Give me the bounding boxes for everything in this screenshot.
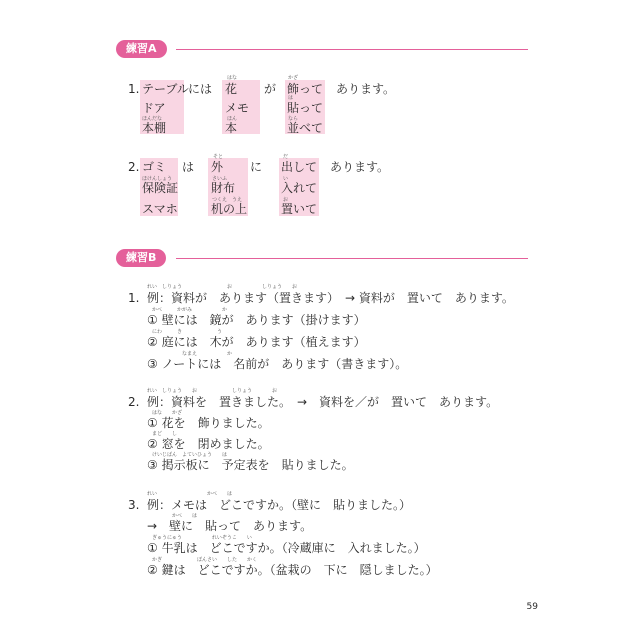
ruby: だ: [283, 154, 289, 160]
example-sentence: 例：資料を 置きました。 → 資料を／が 置いて あります。: [147, 395, 499, 409]
ruby: かべ は: [172, 513, 198, 519]
example-sentence: 例：メモは どこですか。（壁に 貼りました。）: [147, 498, 412, 512]
item-sentence: ① 壁には 鏡が あります（掛けます）: [147, 313, 366, 327]
item-sentence: ① 牛乳は どこですか。（冷蔵庫に 入れました。）: [147, 541, 426, 555]
word: 置いて: [281, 202, 318, 216]
ruby: ほんだな: [142, 116, 163, 122]
item-sentence: ② 庭には 木が あります（植えます）: [147, 335, 366, 349]
particle: は: [182, 160, 195, 174]
item-sentence: ③ ノートには 名前が あります（書きます）。: [147, 357, 408, 371]
ex-number: 1.: [128, 291, 140, 305]
ex-number: 3.: [128, 498, 140, 512]
section-a-header: [116, 40, 528, 58]
word: 本棚: [142, 121, 167, 135]
page-number: 59: [526, 602, 538, 612]
ruby: なまえ か: [152, 351, 233, 357]
section-a-rule: [176, 49, 528, 50]
word: ドア: [142, 101, 166, 115]
item-sentence: ① 花を 飾りました。: [147, 416, 270, 430]
ruby: れい しりょう お しりょう お: [147, 284, 298, 290]
word: 財布: [211, 181, 236, 195]
sentence-end: あります。: [336, 82, 396, 96]
ruby: かべ かがみ か: [152, 307, 228, 313]
word: 保険証: [142, 181, 179, 195]
ruby: お: [283, 197, 289, 203]
word: メモ: [225, 101, 250, 115]
ruby: なら: [288, 116, 299, 122]
ex-number: 2.: [128, 395, 140, 409]
sentence-end: あります。: [330, 160, 390, 174]
word: 入れて: [281, 181, 318, 195]
word: 机の上: [211, 202, 248, 216]
particle: が: [264, 82, 277, 96]
ruby: まど し: [152, 431, 178, 437]
particle: には: [188, 82, 213, 96]
ruby: ぎゅうにゅう れいぞうこ い: [152, 535, 252, 541]
section-b-header: [116, 249, 528, 267]
item-sentence: ② 鍵は どこですか。（盆栽の 下に 隠しました。）: [147, 563, 438, 577]
ruby: けいじばん よていひょう は: [152, 452, 228, 458]
word: 貼って: [287, 101, 324, 115]
ruby: い: [283, 176, 289, 182]
word: 並べて: [287, 121, 324, 135]
word: 外: [211, 160, 224, 174]
section-a-title: 練習A: [116, 40, 167, 58]
section-b-title: 練習B: [116, 249, 166, 267]
word: ゴミ: [142, 160, 167, 174]
item-sentence: ③ 掲示板に 予定表を 貼りました。: [147, 458, 354, 472]
ex-number: 2.: [128, 160, 140, 174]
ruby: はな かざ: [152, 410, 183, 416]
ruby: かざ: [288, 75, 299, 81]
word: 出して: [281, 160, 318, 174]
particle: に: [250, 160, 263, 174]
ruby: はな: [227, 75, 238, 81]
ruby: ほけんしょう: [142, 176, 173, 182]
example-sentence: 例：資料が あります（置きます） → 資料が 置いて あります。: [147, 291, 514, 305]
ruby: かぎ ぼんさい した かく: [152, 557, 258, 563]
word: テーブル: [142, 82, 189, 96]
ruby: そと: [213, 154, 224, 160]
ruby: さいふ: [212, 176, 228, 182]
ruby: れい しりょう お しりょう お: [147, 388, 278, 394]
ruby: つくえ うえ: [212, 197, 243, 203]
word: 本: [225, 121, 238, 135]
section-b-rule: [176, 258, 528, 259]
ruby: ほん: [227, 116, 238, 122]
ruby: にわ き う: [152, 329, 223, 335]
word: 花: [225, 82, 238, 96]
answer-sentence: → 壁に 貼って あります。: [147, 519, 313, 533]
ruby: れい かべ は: [147, 491, 233, 497]
ruby: は: [288, 95, 294, 101]
ex-number: 1.: [128, 82, 140, 96]
word: スマホ: [142, 202, 178, 216]
word: 飾って: [287, 82, 324, 96]
item-sentence: ② 窓を 閉めました。: [147, 437, 270, 451]
